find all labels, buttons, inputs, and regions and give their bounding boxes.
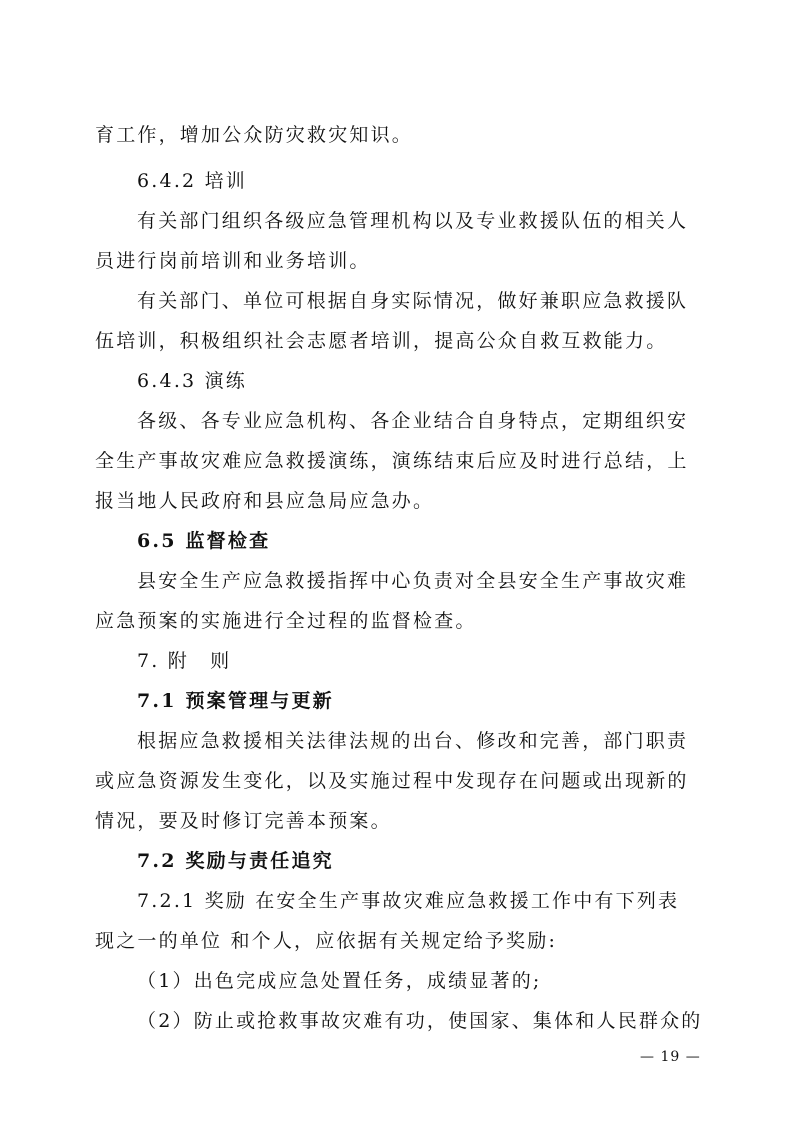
- paragraph-line: 应急预案的实施进行全过程的监督检查。: [95, 610, 477, 632]
- paragraph-line: 有关部门组织各级应急管理机构以及专业救援队伍的相关人: [137, 210, 689, 232]
- page-number: — 19 —: [640, 1049, 701, 1065]
- paragraph-line: 员进行岗前培训和业务培训。: [95, 250, 371, 272]
- paragraph-line: 或应急资源发生变化，以及实施过程中发现存在问题或出现新的: [95, 770, 689, 792]
- section-heading: 6.5 监督检查: [137, 530, 271, 552]
- list-item: （1）出色完成应急处置任务，成绩显著的;: [137, 970, 542, 992]
- paragraph-line: 有关部门、单位可根据自身实际情况，做好兼职应急救援队: [137, 290, 689, 312]
- subsection-heading: 6.4.2 培训: [137, 170, 247, 192]
- section-heading: 7.2 奖励与责任追究: [137, 850, 334, 872]
- paragraph-line: 报当地人民政府和县应急局应急办。: [95, 490, 435, 512]
- paragraph-line: 情况，要及时修订完善本预案。: [95, 810, 392, 832]
- paragraph-line: 伍培训，积极组织社会志愿者培训，提高公众自救互救能力。: [95, 330, 668, 352]
- paragraph-line: 现之一的单位 和个人，应依据有关规定给予奖励:: [95, 930, 558, 952]
- section-heading: 7.1 预案管理与更新: [137, 690, 334, 712]
- subsection-heading: 6.4.3 演练: [137, 370, 247, 392]
- list-item: （2）防止或抢救事故灾难有功，使国家、集体和人民群众的: [137, 1010, 703, 1032]
- paragraph-line: 全生产事故灾难应急救援演练，演练结束后应及时进行总结，上: [95, 450, 689, 472]
- paragraph-line: 育工作，增加公众防灾救灾知识。: [95, 124, 414, 146]
- paragraph-line: 各级、各专业应急机构、各企业结合自身特点，定期组织安: [137, 410, 689, 432]
- paragraph-line: 根据应急救援相关法律法规的出台、修改和完善，部门职责: [137, 730, 689, 752]
- chapter-heading: 7. 附 则: [137, 650, 232, 672]
- paragraph-line: 县安全生产应急救援指挥中心负责对全县安全生产事故灾难: [137, 570, 689, 592]
- paragraph-line: 7.2.1 奖励 在安全生产事故灾难应急救援工作中有下列表: [137, 890, 680, 912]
